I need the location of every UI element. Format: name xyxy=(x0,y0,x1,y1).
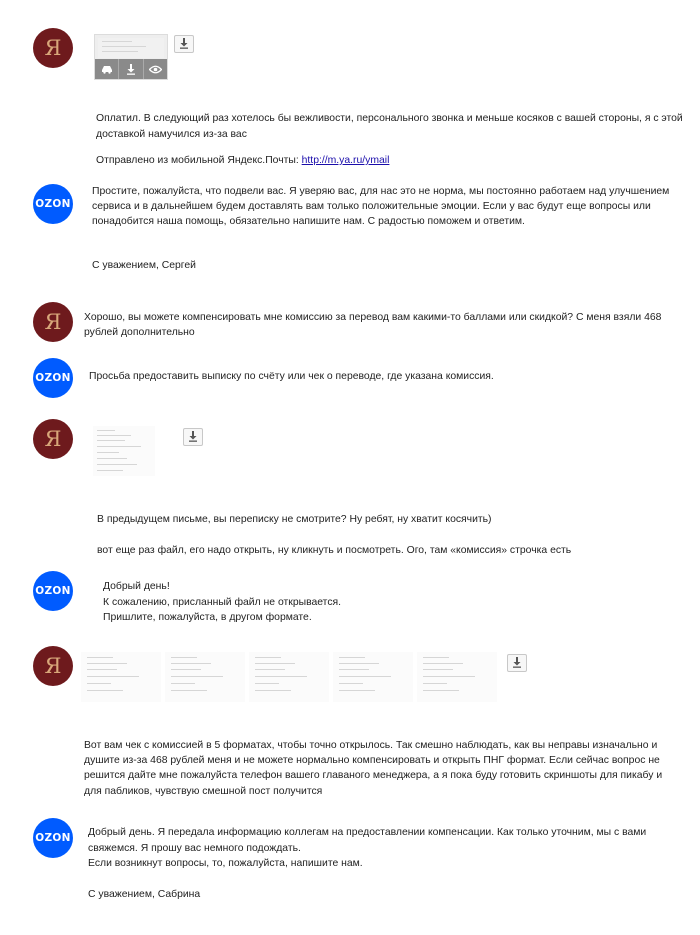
avatar-yandex: Я xyxy=(33,419,73,459)
sent-from-label: Отправлено из мобильной Яндекс.Почты: xyxy=(96,155,302,166)
message-text: Простите, пожалуйста, что подвели вас. Я уверяю вас, для нас это не норма, мы постоянно работаем над улучшением xyxy=(92,186,670,197)
message-text: рублей дополнительно xyxy=(84,327,195,338)
yandex-mail-link[interactable]: http://m.ya.ru/ymail xyxy=(301,155,390,166)
download-icon xyxy=(512,657,522,668)
avatar-ozon: OZON xyxy=(33,571,73,611)
message-text: К сожалению, присланный файл не открывается. xyxy=(103,597,342,608)
avatar-yandex: Я xyxy=(33,302,73,342)
message-signature: С уважением, Сабрина xyxy=(88,889,201,900)
message-text: свяжемся. Я прошу вас немного подождать. xyxy=(88,843,301,854)
message-text: душите из-за 468 рублей меня и не можете нормально компенсировать и открыть ПНГ формат. Если сейчас вопрос не xyxy=(84,755,660,766)
message-text: доставкой намучился из-за вас xyxy=(96,129,247,140)
message-text: вот еще раз файл, его надо открыть, ну кликнуть и посмотреть. Ого, там «комиссия» строчка есть xyxy=(97,545,572,556)
attachment-open-button[interactable] xyxy=(95,59,119,79)
download-button[interactable] xyxy=(183,428,203,446)
avatar-yandex: Я xyxy=(33,28,73,68)
download-icon xyxy=(188,431,198,442)
message-signature: С уважением, Сергей xyxy=(92,260,196,271)
attachment-actions xyxy=(95,59,167,79)
message-text: Просьба предоставить выписку по счёту или чек о переводе, где указана комиссия. xyxy=(89,371,494,382)
message-text: Добрый день! xyxy=(103,581,170,592)
message-text: Оплатил. В следующий раз хотелось бы вежливости, персонального звонка и меньше косяков с вашей стороны, я с этой xyxy=(96,113,683,124)
message-text: для пабликов, чувствую смешной пост получится xyxy=(84,786,323,797)
message-text: сервиса и в дальнейшем будем доставлять вам только положительные эмоции. Если у вас будут еще вопросы или xyxy=(92,201,651,212)
attachment-preview xyxy=(98,38,164,58)
avatar-ozon: OZON xyxy=(33,358,73,398)
message-text: понадобится наша помощь, обязательно напишите нам. С радостью поможем и ответим. xyxy=(92,216,525,227)
sent-from-line xyxy=(96,155,389,166)
eye-icon xyxy=(149,65,162,74)
download-icon xyxy=(179,38,189,49)
message-text: В предыдущем письме, вы переписку не смотрите? Ну ребят, ну хватит косячить) xyxy=(97,514,492,525)
attachment-thumbnail[interactable] xyxy=(165,652,245,702)
message-text: Если возникнут вопросы, то, пожалуйста, напишите нам. xyxy=(88,858,363,869)
message-text: Добрый день. Я передала информацию коллегам на предоставлении компенсации. Как только уточним, мы с вами xyxy=(88,827,647,838)
message-text: Вот вам чек с комиссией в 5 форматах, чтобы точно открылось. Так смешно наблюдать, как вы неправы изначально и xyxy=(84,740,658,751)
attachment-download-button[interactable] xyxy=(119,59,143,79)
attachment-thumbnail[interactable] xyxy=(249,652,329,702)
avatar-ozon: OZON xyxy=(33,818,73,858)
attachment-thumbnail[interactable] xyxy=(94,34,168,80)
attachment-thumbnail[interactable] xyxy=(417,652,497,702)
avatar-ozon: OZON xyxy=(33,184,73,224)
attachment-thumbnail[interactable] xyxy=(93,426,155,476)
message-text: Хорошо, вы можете компенсировать мне комиссию за перевод вам какими-то баллами или скидкой? С меня взяли 468 xyxy=(84,312,662,323)
attachment-view-button[interactable] xyxy=(144,59,167,79)
download-icon xyxy=(126,64,136,75)
message-text: решится дайте мне пожалуйста телефон вашего главаного менеджера, а я пока буду готовить скриншоты для пикабу и xyxy=(84,770,663,781)
download-button[interactable] xyxy=(174,35,194,53)
attachment-thumbnail[interactable] xyxy=(333,652,413,702)
car-icon xyxy=(101,64,113,74)
avatar-yandex: Я xyxy=(33,646,73,686)
download-button[interactable] xyxy=(507,654,527,672)
attachment-thumbnail[interactable] xyxy=(81,652,161,702)
message-text: Пришлите, пожалуйста, в другом формате. xyxy=(103,612,312,623)
